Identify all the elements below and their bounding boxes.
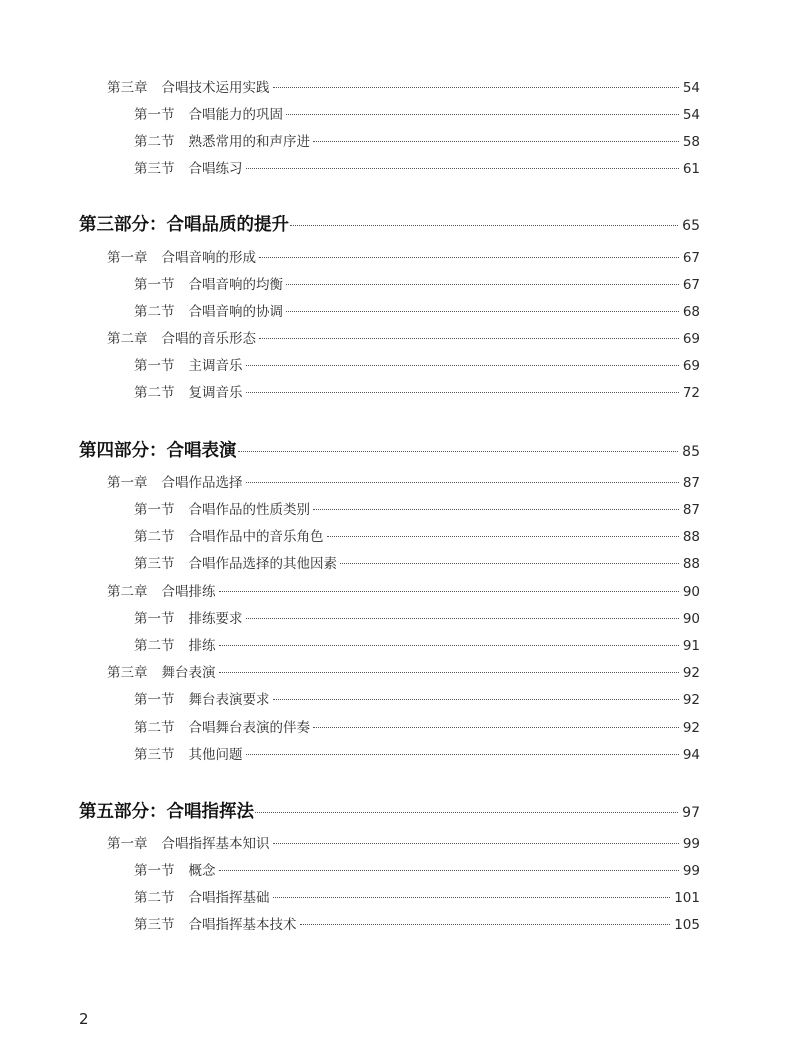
toc-title: 合唱舞台表演的伴奏 — [188, 720, 310, 736]
toc-part[interactable] — [79, 211, 700, 236]
toc-label: 第一章 — [107, 475, 148, 491]
dot-leader — [286, 311, 679, 312]
toc-page: 85 — [682, 444, 700, 460]
dot-leader — [327, 536, 679, 537]
toc-page: 61 — [682, 161, 700, 177]
toc-chapter[interactable] — [107, 471, 700, 491]
toc-section[interactable] — [134, 273, 700, 293]
dot-leader — [340, 563, 679, 564]
toc-label: 第三章 — [107, 80, 148, 96]
toc-part[interactable] — [79, 798, 700, 823]
toc-label: 第一节 — [134, 692, 175, 708]
dot-leader — [255, 812, 678, 813]
toc-title: 合唱技术运用实践 — [161, 80, 270, 96]
dot-leader — [273, 843, 679, 844]
dot-leader — [313, 141, 679, 142]
toc-section[interactable] — [134, 913, 700, 933]
dot-leader — [246, 482, 679, 483]
toc-page: 94 — [682, 747, 700, 763]
page-number: 2 — [79, 1010, 89, 1028]
toc-title: 合唱音响的协调 — [188, 304, 283, 320]
dot-leader — [246, 754, 679, 755]
toc-page: 72 — [682, 385, 700, 401]
toc-title: 主调音乐 — [188, 358, 243, 374]
toc-part[interactable] — [79, 437, 700, 462]
toc-chapter[interactable] — [107, 76, 700, 96]
toc-title: 排练要求 — [188, 611, 243, 627]
toc-title: 合唱作品选择 — [161, 475, 243, 491]
toc-section[interactable] — [134, 688, 700, 708]
toc-label: 第一节 — [134, 107, 175, 123]
dot-leader — [219, 591, 679, 592]
toc-page: 69 — [682, 358, 700, 374]
toc-label: 第三节 — [134, 917, 175, 933]
toc-section[interactable] — [134, 103, 700, 123]
toc-page: 67 — [682, 250, 700, 266]
toc-label: 第二节 — [134, 890, 175, 906]
toc-section[interactable] — [134, 130, 700, 150]
toc-page: 87 — [682, 475, 700, 491]
toc-section[interactable] — [134, 157, 700, 177]
toc-label: 第一节 — [134, 863, 175, 879]
toc-page: 91 — [682, 638, 700, 654]
toc-chapter[interactable] — [107, 327, 700, 347]
toc-title: 合唱指挥基本技术 — [188, 917, 297, 933]
toc-label: 第二节 — [134, 529, 175, 545]
toc-page: 68 — [682, 304, 700, 320]
toc-title: 其他问题 — [188, 747, 243, 763]
toc-label: 第一节 — [134, 358, 175, 374]
toc-label: 第二节 — [134, 304, 175, 320]
dot-leader — [313, 727, 679, 728]
toc-section[interactable] — [134, 354, 700, 374]
toc-section[interactable] — [134, 859, 700, 879]
dot-leader — [259, 257, 679, 258]
toc-page: 88 — [682, 529, 700, 545]
toc-label: 第二章 — [107, 331, 148, 347]
toc-page: 65 — [682, 218, 700, 234]
toc-part-title: 第四部分：合唱表演 — [79, 441, 237, 461]
toc-page: 54 — [682, 107, 700, 123]
toc-section[interactable] — [134, 607, 700, 627]
toc-title: 舞台表演要求 — [188, 692, 270, 708]
toc-label: 第二节 — [134, 720, 175, 736]
dot-leader — [313, 509, 679, 510]
toc-section[interactable] — [134, 498, 700, 518]
toc-label: 第二节 — [134, 134, 175, 150]
toc-page: 92 — [682, 665, 700, 681]
dot-leader — [219, 645, 679, 646]
toc-section[interactable] — [134, 552, 700, 572]
toc-chapter[interactable] — [107, 832, 700, 852]
toc-title: 排练 — [188, 638, 216, 654]
dot-leader — [246, 168, 679, 169]
dot-leader — [246, 392, 679, 393]
dot-leader — [300, 924, 671, 925]
toc-section[interactable] — [134, 381, 700, 401]
toc-page: 67 — [682, 277, 700, 293]
toc-chapter[interactable] — [107, 580, 700, 600]
dot-leader — [246, 365, 679, 366]
toc-page: 92 — [682, 692, 700, 708]
toc-label: 第二章 — [107, 584, 148, 600]
toc-label: 第三章 — [107, 665, 148, 681]
toc-page: 99 — [682, 863, 700, 879]
toc-label: 第三节 — [134, 556, 175, 572]
dot-leader — [219, 672, 679, 673]
toc-page: 99 — [682, 836, 700, 852]
toc-section[interactable] — [134, 634, 700, 654]
dot-leader — [286, 114, 679, 115]
toc-section[interactable] — [134, 743, 700, 763]
toc-title: 舞台表演 — [161, 665, 216, 681]
dot-leader — [273, 87, 679, 88]
toc-label: 第一节 — [134, 502, 175, 518]
toc-section[interactable] — [134, 886, 700, 906]
dot-leader — [290, 225, 678, 226]
toc-section[interactable] — [134, 300, 700, 320]
dot-leader — [273, 699, 679, 700]
toc-label: 第三节 — [134, 747, 175, 763]
toc-page: 58 — [682, 134, 700, 150]
toc-label: 第三节 — [134, 161, 175, 177]
toc-label: 第二节 — [134, 385, 175, 401]
toc-title: 合唱作品中的音乐角色 — [188, 529, 324, 545]
toc-title: 合唱排练 — [161, 584, 216, 600]
toc-title: 合唱指挥基础 — [188, 890, 270, 906]
toc-title: 合唱的音乐形态 — [161, 331, 256, 347]
toc-section[interactable] — [134, 525, 700, 545]
toc-page: 87 — [682, 502, 700, 518]
toc-label: 第一节 — [134, 277, 175, 293]
toc-part-title: 第五部分：合唱指挥法 — [79, 802, 254, 822]
toc-page: 101 — [674, 890, 700, 906]
toc-page: 105 — [674, 917, 700, 933]
toc-label: 第一节 — [134, 611, 175, 627]
toc-page: 92 — [682, 720, 700, 736]
toc-page: 69 — [682, 331, 700, 347]
toc-title: 熟悉常用的和声序进 — [188, 134, 310, 150]
dot-leader — [273, 897, 671, 898]
toc-page: 88 — [682, 556, 700, 572]
toc-chapter[interactable] — [107, 661, 700, 681]
toc-title: 概念 — [188, 863, 216, 879]
toc-part-title: 第三部分：合唱品质的提升 — [79, 215, 289, 235]
toc-title: 合唱音响的均衡 — [188, 277, 283, 293]
toc-page: 90 — [682, 611, 700, 627]
toc-page: 90 — [682, 584, 700, 600]
toc-page: 54 — [682, 80, 700, 96]
dot-leader — [219, 870, 679, 871]
toc-title: 合唱指挥基本知识 — [161, 836, 270, 852]
toc-section[interactable] — [134, 716, 700, 736]
dot-leader — [246, 618, 679, 619]
toc-title: 合唱练习 — [188, 161, 243, 177]
dot-leader — [238, 451, 679, 452]
toc-title: 复调音乐 — [188, 385, 243, 401]
toc-label: 第一章 — [107, 836, 148, 852]
toc-title: 合唱作品的性质类别 — [188, 502, 310, 518]
toc-page: 97 — [682, 805, 700, 821]
dot-leader — [286, 284, 679, 285]
toc-title: 合唱能力的巩固 — [188, 107, 283, 123]
toc-chapter[interactable] — [107, 246, 700, 266]
toc-title: 合唱作品选择的其他因素 — [188, 556, 337, 572]
toc-label: 第二节 — [134, 638, 175, 654]
toc-label: 第一章 — [107, 250, 148, 266]
toc-title: 合唱音响的形成 — [161, 250, 256, 266]
dot-leader — [259, 338, 679, 339]
